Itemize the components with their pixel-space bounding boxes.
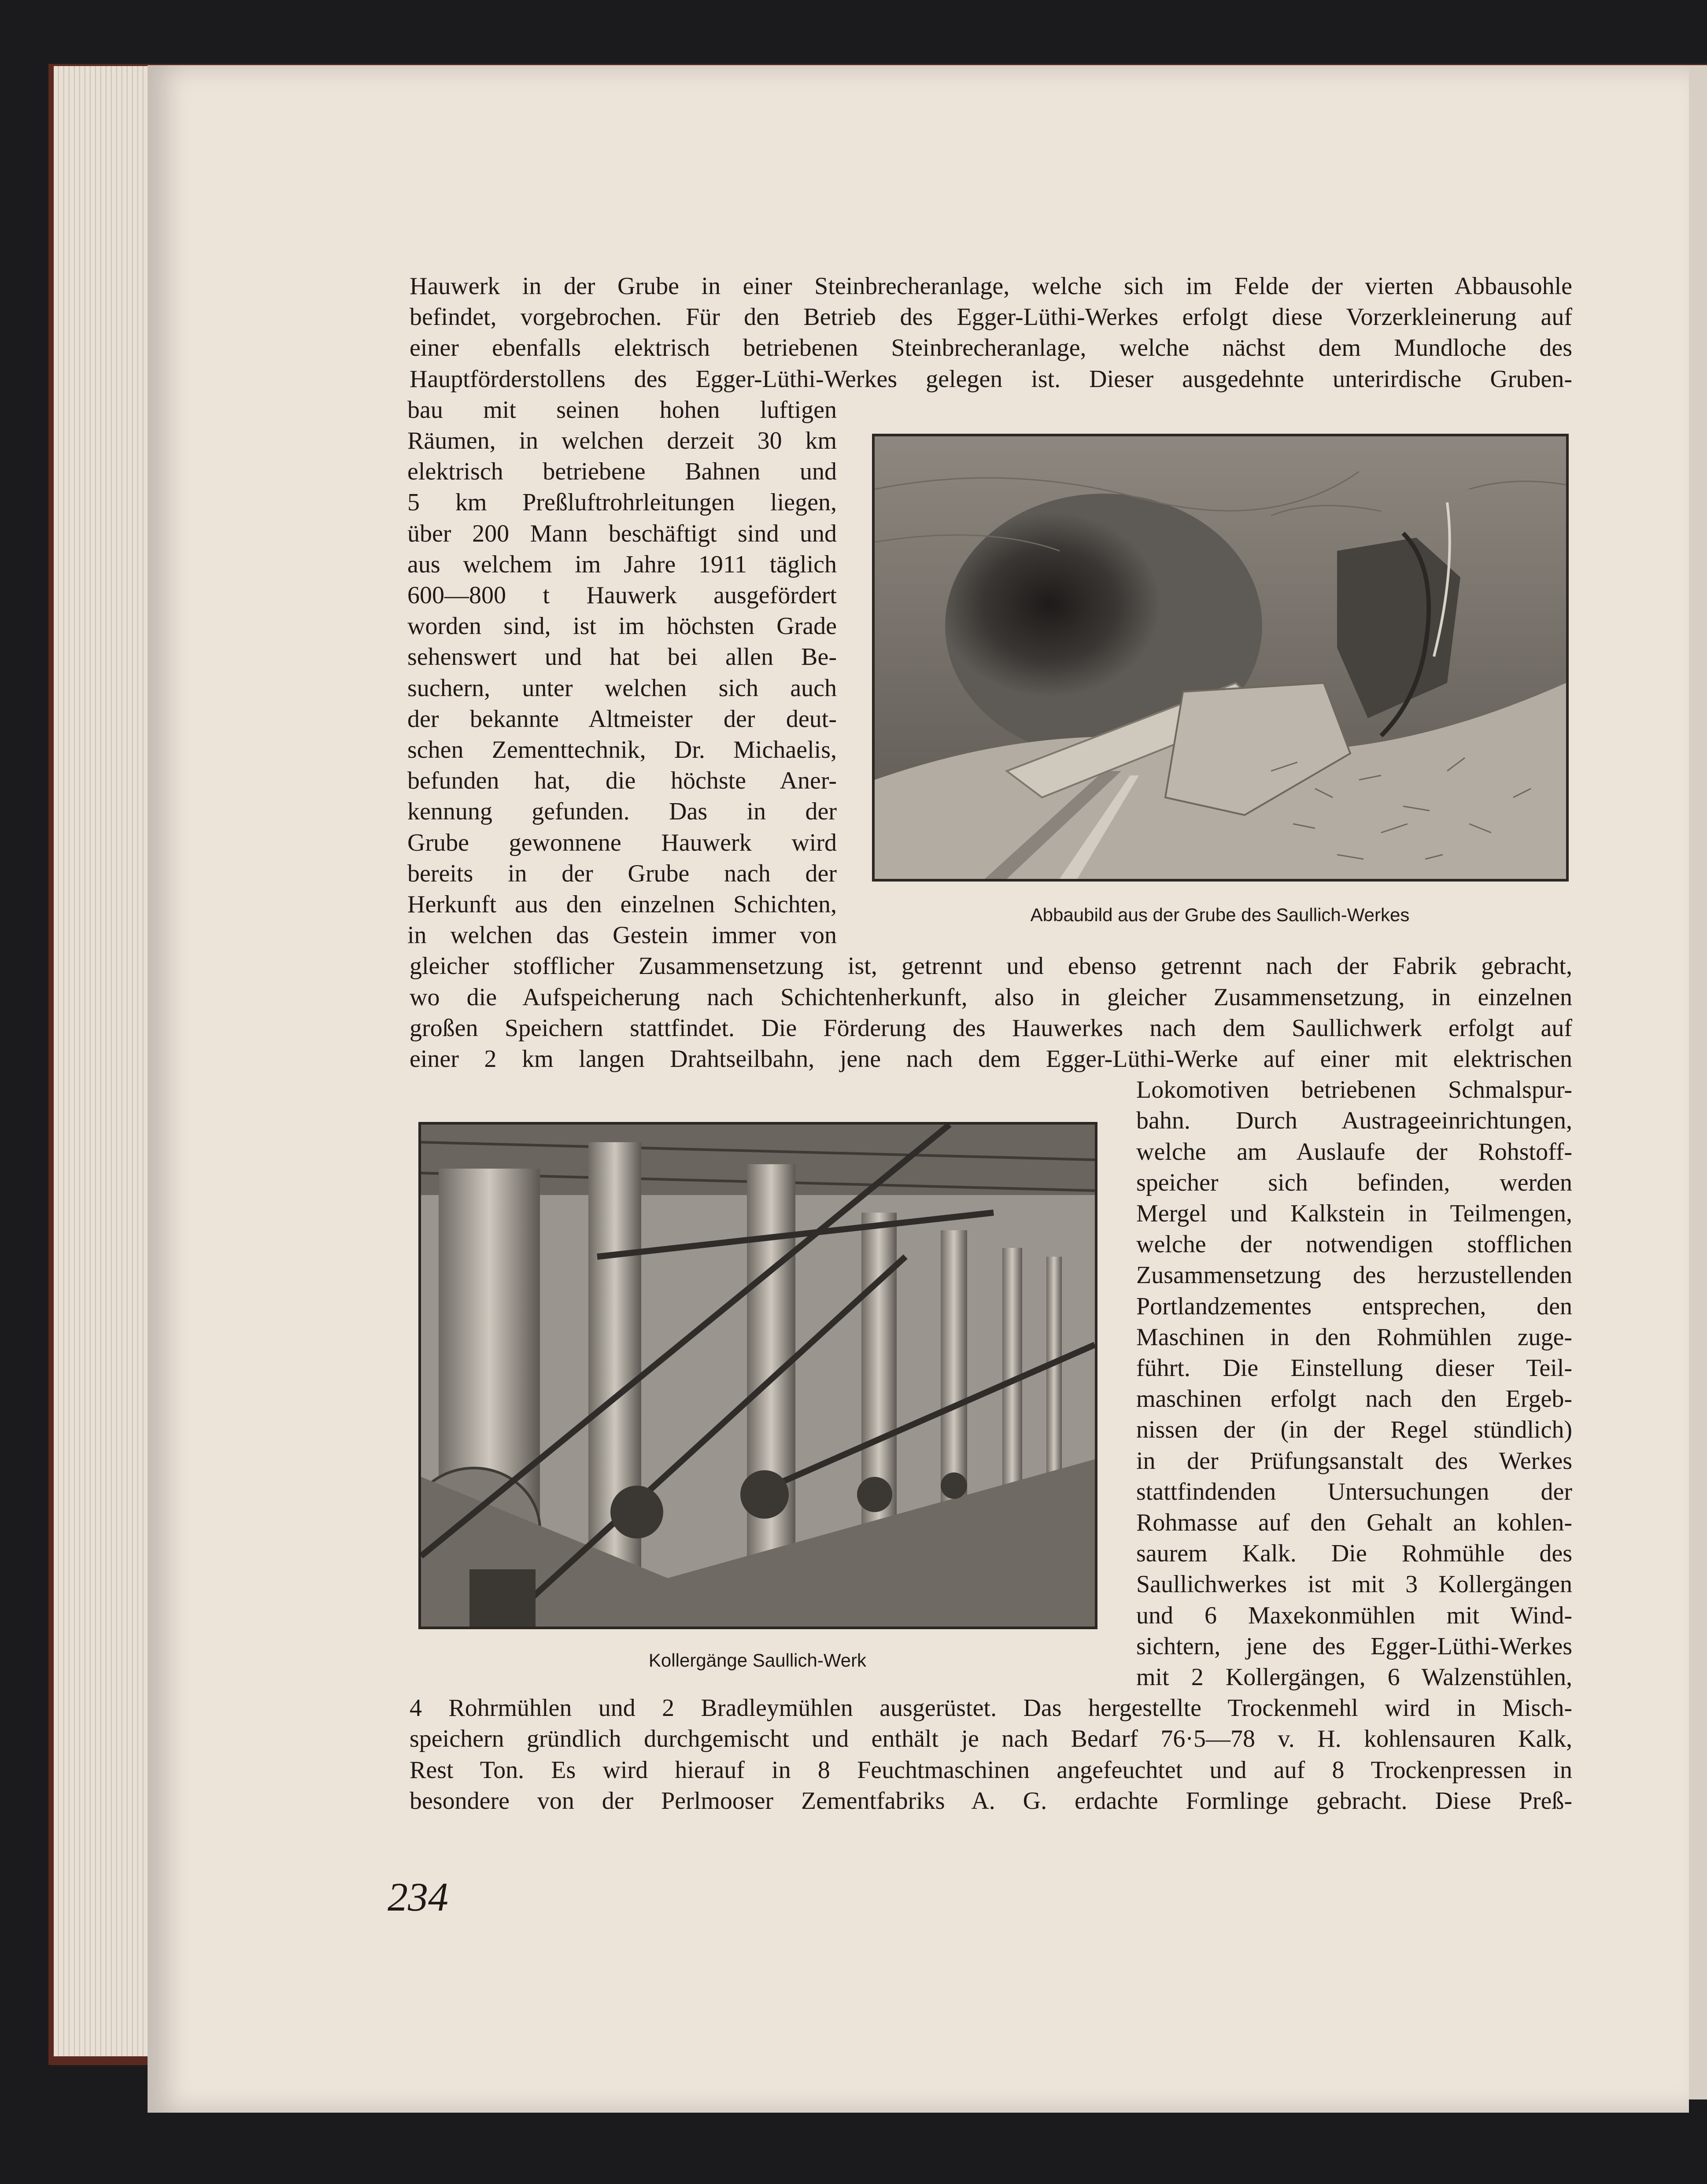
text-line: Herkunft aus den einzelnen Schichten, [407,891,837,918]
mine-illustration [875,436,1566,879]
text-line: Rohmasse auf den Gehalt an kohlen- [1136,1509,1572,1536]
mill-illustration [421,1125,1095,1627]
text-line: aus welchem im Jahre 1911 täglich [407,550,837,578]
text-line: Mergel und Kalkstein in Teilmengen, [1136,1200,1572,1227]
text-line: suchern, unter welchen sich auch [407,674,837,702]
text-line: in der Prüfungsanstalt des Werkes [1136,1447,1572,1475]
text-line: sichtern, jene des Egger-Lüthi-Werkes [1136,1632,1572,1660]
text-line: Lokomotiven betriebenen Schmalspur- [1136,1076,1572,1104]
text-line: befunden hat, die höchste Aner- [407,767,837,795]
facing-page-edge [1689,65,1707,2099]
text-line: sehenswert und hat bei allen Be- [407,643,837,671]
text-line: wo die Aufspeicherung nach Schichtenherkunft, also in gleicher Zusammensetzung, in einzelnen [410,983,1572,1011]
text-line: Rest Ton. Es wird hierauf in 8 Feuchtmaschinen angefeuchtet und auf 8 Trockenpressen in [410,1756,1572,1784]
text-line: einer ebenfalls elektrisch betriebenen Steinbrecheranlage, welche nächst dem Mundloche des [410,334,1572,362]
text-line: elektrisch betriebene Bahnen und [407,458,837,486]
mill-caption: Kollergänge Saullich-Werk [648,1650,867,1671]
mine-photo [872,434,1569,882]
text-line: über 200 Mann beschäftigt sind und [407,520,837,547]
text-line: Zusammensetzung des herzustellenden [1136,1262,1572,1289]
text-line: maschinen erfolgt nach den Ergeb- [1136,1385,1572,1413]
text-line: besondere von der Perlmooser Zementfabriks A. G. erdachte Formlinge gebracht. Diese Preß- [410,1787,1572,1815]
text-line: kennung gefunden. Das in der [407,798,837,826]
page-number: 234 [388,1874,448,1919]
text-line: 5 km Preßluftrohrleitungen liegen, [407,489,837,516]
text-line: stattfindenden Untersuchungen der [1136,1478,1572,1505]
text-line: befindet, vorgebrochen. Für den Betrieb des Egger-Lüthi-Werkes erfolgt diese Vorzerkleinerung auf [410,303,1572,331]
text-line: in welchen das Gestein immer von [407,922,837,949]
text-line: Hauwerk in der Grube in einer Steinbrecheranlage, welche sich im Felde der vierten Abbausohle [410,273,1572,300]
text-line: großen Speichern stattfindet. Die Förderung des Hauwerkes nach dem Saullichwerk erfolgt auf [410,1014,1572,1042]
text-line: der bekannte Altmeister der deut- [407,705,837,733]
text-line: Grube gewonnene Hauwerk wird [407,829,837,856]
text-line: welche der notwendigen stofflichen [1136,1231,1572,1258]
mine-caption: Abbaubild aus der Grube des Saullich-Werkes [1030,904,1410,925]
text-line: 600—800 t Hauwerk ausgefördert [407,582,837,609]
text-line: einer 2 km langen Drahtseilbahn, jene nach dem Egger-Lüthi-Werke auf einer mit elektrischen [410,1045,1572,1073]
text-line: Hauptförderstollens des Egger-Lüthi-Werkes gelegen ist. Dieser ausgedehnte unterirdische Gruben- [410,365,1572,393]
text-line: Maschinen in den Rohmühlen zuge- [1136,1323,1572,1351]
text-line: speicher sich befinden, werden [1136,1169,1572,1196]
text-line: welche am Auslaufe der Rohstoff- [1136,1138,1572,1166]
text-line: führt. Die Einstellung dieser Teil- [1136,1354,1572,1382]
text-line: worden sind, ist im höchsten Grade [407,612,837,640]
text-line: Räumen, in welchen derzeit 30 km [407,427,837,454]
text-line: Saullichwerkes ist mit 3 Kollergängen [1136,1571,1572,1598]
text-line: nissen der (in der Regel stündlich) [1136,1416,1572,1444]
text-line: Portlandzementes entsprechen, den [1136,1292,1572,1320]
text-line: schen Zementtechnik, Dr. Michaelis, [407,736,837,764]
text-line: speichern gründlich durchgemischt und enthält je nach Bedarf 76·5—78 v. H. kohlensauren Kalk, [410,1725,1572,1753]
text-line: bahn. Durch Austrageeinrichtungen, [1136,1107,1572,1135]
text-line: 4 Rohrmühlen und 2 Bradleymühlen ausgerüstet. Das hergestellte Trockenmehl wird in Misch- [410,1694,1572,1722]
text-line: mit 2 Kollergängen, 6 Walzenstühlen, [1136,1664,1572,1691]
text-line: saurem Kalk. Die Rohmühle des [1136,1540,1572,1568]
text-line: gleicher stofflicher Zusammensetzung ist, getrennt und ebenso getrennt nach der Fabrik gebracht, [410,952,1572,980]
text-line: und 6 Maxekonmühlen mit Wind- [1136,1601,1572,1629]
text-line: bau mit seinen hohen luftigen [407,396,837,424]
mill-photo [418,1122,1097,1629]
text-line: bereits in der Grube nach der [407,860,837,887]
